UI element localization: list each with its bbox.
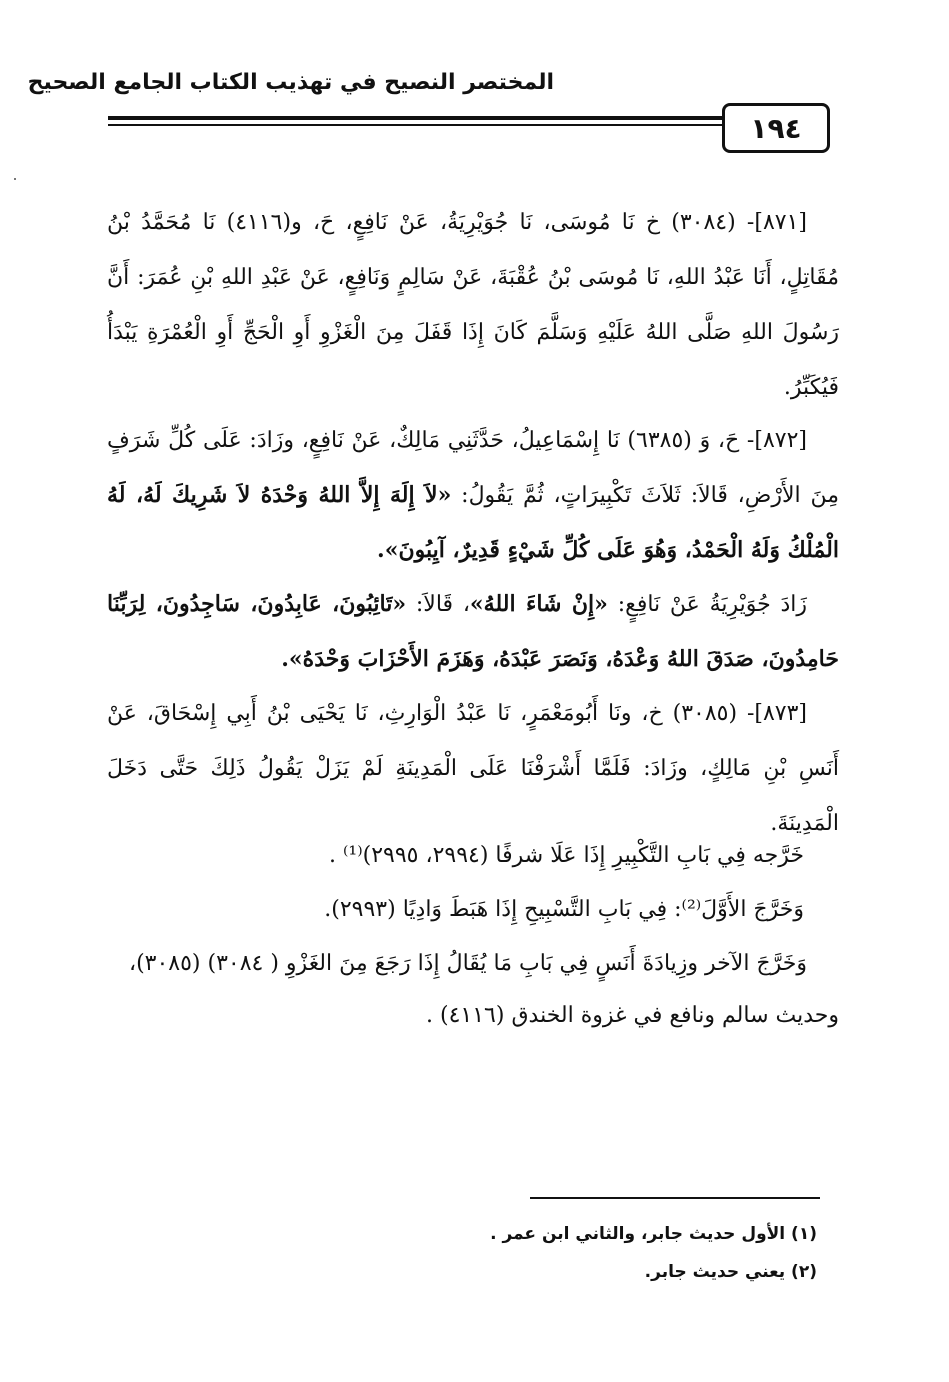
addition-mid: ، قَالاَ: — [406, 592, 470, 617]
takhrij-line-3: وَخَرَّجَ الآخر وزِيادَةَ أَنَسٍ فِي بَابِ مَا يُقَالُ إِذَا رَجَعَ مِنَ الغَزْوِ ( ٣٠٨٤) (٣٠٨٥)، وحديث سالم ونافع في غزوة الخندق (٤١١٦) . — [128, 951, 839, 1028]
hadith-872-isnad: [٨٧٢]- حَ، وَ (٦٣٨٥) نَا إِسْمَاعِيلُ، حَدَّثَنِي مَالِكٌ، عَنْ نَافِعٍ، وزَادَ: عَلَى كُلِّ شَرَفٍ مِنَ الأَرْضِ، قَالاَ: ثَلاَثَ تَكْبِيرَاتٍ، ثُمَّ يَقُولُ: — [107, 428, 839, 508]
footnote-1: (١) الأول حديث جابر، والثاني ابن عمر . — [490, 1224, 817, 1244]
scan-speck — [14, 178, 16, 180]
hadith-871 — [107, 195, 839, 415]
footnote-2: (٢) يعني حديث جابر. — [644, 1262, 817, 1282]
addition-quote-inshallah: «إِنْ شَاءَ اللهُ» — [469, 591, 608, 617]
running-title: المختصر النصيح في تهذيب الكتاب الجامع الصحيح — [27, 70, 554, 95]
juwayriya-addition — [107, 577, 839, 687]
hadith-872-paragraph — [107, 413, 839, 578]
page-number: ١٩٤ — [722, 103, 830, 153]
hadith-873-text: [٨٧٣]- (٣٠٨٥) خ، ونَا أَبُومَعْمَرٍ، نَا عَبْدُ الْوَارِثِ، نَا يَحْيَى بْنُ أَبِي إِسْحَاقَ، عَنْ أَنَسِ بْنِ مَالِكٍ، وزَادَ: فَلَمَّا أَشْرَفْنَا عَلَى الْمَدِينَةِ لَمْ يَزَلْ يَقُولُ ذَلِكَ حَتَّى دَخَلَ الْمَدِينَةَ. — [107, 701, 839, 836]
addition-quote-ayibun: «تَائِبُونَ، عَابِدُونَ، سَاجِدُونَ، لِرَبِّنَا حَامِدُونَ، صَدَقَ اللهُ وَعْدَهُ، وَنَصَرَ عَبْدَهُ، وَهَزَمَ الأَحْزَابَ وَحْدَهُ». — [107, 591, 839, 672]
header-rule-thin — [108, 124, 725, 126]
addition-intro: زَادَ جُوَيْرِيَةُ عَنْ نَافِعٍ: — [607, 592, 808, 617]
takhrij-line-2: وَخَرَّجَ الأَوَّلَ⁽²⁾: فِي بَابِ التَّسْبِيحِ إِذَا هَبَطَ وَادِيًا (٢٩٩٣). — [324, 897, 804, 922]
juwayriya-addition-paragraph — [107, 577, 839, 687]
takhrij-line-1: خَرَّجه فِي بَابِ التَّكْبِيرِ إِذَا عَلَا شرفًا (٢٩٩٤، ٢٩٩٥)⁽¹⁾ . — [329, 843, 804, 868]
hadith-872 — [107, 413, 839, 578]
hadith-871-text: [٨٧١]- (٣٠٨٤) خ نَا مُوسَى، نَا جُوَيْرِيَةُ، عَنْ نَافِعٍ، حَ، و(٤١١٦) نَا مُحَمَّدُ بْنُ مُقَاتِلٍ، أَنَا عَبْدُ اللهِ، نَا مُوسَى بْنُ عُقْبَةَ، عَنْ سَالِمٍ وَنَافِعٍ، عَنْ عَبْدِ اللهِ بْنِ عُمَرَ: أَنَّ رَسُولَ اللهِ صَلَّى اللهُ عَلَيْهِ وَسَلَّمَ كَانَ إِذَا قَفَلَ مِنَ الْغَزْوِ أَوِ الْحَجِّ أَوِ الْعُمْرَةِ يَبْدَأُ فَيُكَبِّرُ. — [107, 210, 839, 400]
hadith-873 — [107, 686, 839, 851]
hadith-872-dhikr: «لاَ إِلَهَ إِلاَّ اللهُ وَحْدَهُ لاَ شَرِيكَ لَهُ، لَهُ الْمُلْكُ وَلَهُ الْحَمْدُ، وَهُوَ عَلَى كُلِّ شَيْءٍ قَدِيرٌ، آيِبُونَ». — [107, 482, 839, 563]
header-rule-thick — [108, 116, 725, 120]
footnote-separator — [530, 1197, 820, 1199]
